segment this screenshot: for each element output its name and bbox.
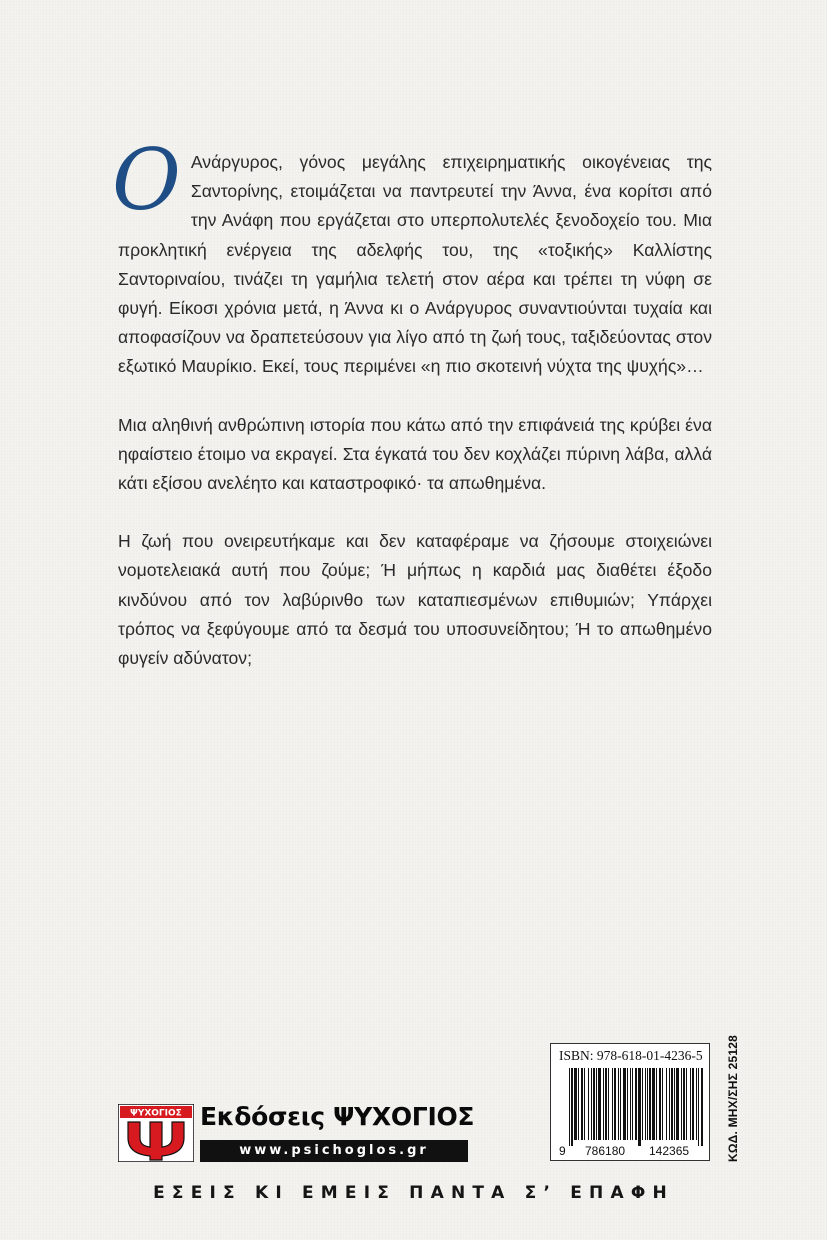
logo-text: ΨΥΧΟΓΙΟΣ (130, 1108, 182, 1119)
blurb-text (112, 131, 712, 673)
slogan: ΕΣΕΙΣ ΚΙ ΕΜΕΙΣ ΠΑΝΤΑ Σ’ ΕΠΑΦΗ (153, 1183, 674, 1203)
blurb-paragraph-3: Η ζωή που ονειρευτήκαμε και δεν καταφέραμε να ζήσουμε στοιχειώνει νομοτελειακά αυτή που ζούμε; Ή μήπως η καρδιά μας διαθέτει έξοδο κινδύνου από τον λαβύρινθο των καταπιεσμένων επιθυμιών; Υπάρχει τρόπος να ξεφύγουμε από τα δεσμά του υποσυνείδητου; Ή το απωθημένο φυγείν αδύνατον; (118, 531, 712, 669)
isbn-digit-first: 9 (559, 1144, 566, 1158)
publisher-url: www.psichoglos.gr (200, 1140, 468, 1162)
isbn-digit-group-1: 786180 (585, 1144, 626, 1158)
isbn-label: ISBN: 978-618-01-4236-5 (559, 1048, 703, 1063)
blurb-paragraph-1 (112, 131, 712, 382)
isbn-barcode-box (550, 1043, 710, 1161)
drop-cap: Ο (112, 131, 181, 229)
barcode-icon (569, 1068, 703, 1146)
publisher-name: Εκδόσεις ΨΥΧΟΓΙΟΣ (200, 1102, 475, 1131)
blurb-paragraph-1-text: Ανάργυρος, γόνος μεγάλης επιχειρηματικής οικογένειας της Σαντορίνης, ετοιμάζεται να παντρευτεί την Άννα, ένα κορίτσι από την Ανάφη που εργάζεται στο υπερπολυτελές ξενοδοχείο του. Μια προκλητική ενέργεια της αδελφής του, της «τοξικής» Καλλίστης Σαντοριναίου, τινάζει τη γαμήλια τελετή στον αέρα και τρέπει τη νύφη σε φυγή. Είκοσι χρόνια μετά, η Άννα κι ο Ανάργυρος συναντιούνται τυχαία και αποφασίζουν να δραπετεύσουν για λίγο από τη ζωή τους, ταξιδεύοντας στον εξωτικό Μαυρίκιο. Εκεί, τους περιμένει «η πιο σκοτεινή νύχτα της ψυχής»… (118, 152, 712, 377)
isbn-digit-group-2: 142365 (649, 1144, 690, 1158)
psychogios-logo-icon (118, 1104, 194, 1162)
product-code: ΚΩΔ. ΜΗΧ/ΣΗΣ 25128 (726, 1035, 740, 1162)
blurb-paragraph-2: Μια αληθινή ανθρώπινη ιστορία που κάτω από την επιφάνειά της κρύβει ένα ηφαίστειο έτοιμο να εκραγεί. Στα έγκατά του δεν κοχλάζει πύρινη λάβα, αλλά κάτι εξίσου ανελέητο και καταστροφικό· τα απωθημένα. (118, 414, 712, 494)
